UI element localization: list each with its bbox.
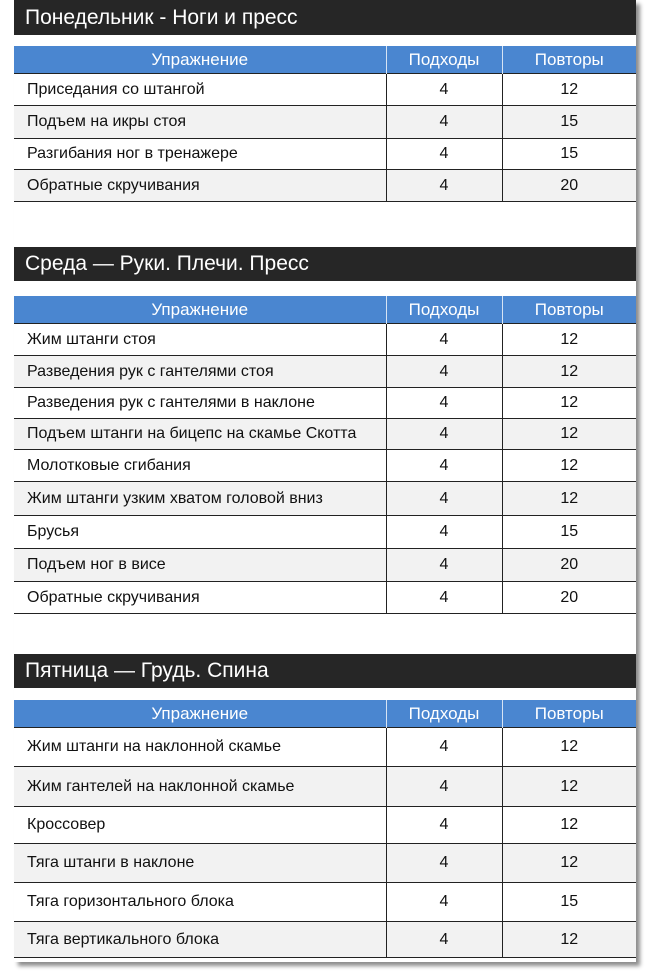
exercise-table <box>14 46 636 202</box>
reps-cell: 12 <box>502 844 636 883</box>
reps-cell: 20 <box>502 170 636 202</box>
table-row <box>14 356 636 388</box>
column-header-reps: Повторы <box>502 700 636 728</box>
table-row <box>14 549 636 582</box>
sets-cell: 4 <box>386 807 502 844</box>
sets-cell: 4 <box>386 74 502 106</box>
sets-cell: 4 <box>386 170 502 202</box>
sets-cell: 4 <box>386 767 502 807</box>
sets-cell: 4 <box>386 419 502 450</box>
column-header-sets: Подходы <box>386 700 502 728</box>
exercise-cell: Тяга штанги в наклоне <box>14 844 386 883</box>
sets-cell: 4 <box>386 549 502 582</box>
column-header-sets: Подходы <box>386 46 502 74</box>
sets-cell: 4 <box>386 922 502 958</box>
exercise-cell: Разведения рук с гантелями стоя <box>14 356 386 388</box>
reps-cell: 12 <box>502 388 636 419</box>
sets-cell: 4 <box>386 482 502 516</box>
exercise-cell: Жим штанги на наклонной скамье <box>14 728 386 767</box>
table-header-row <box>14 296 636 324</box>
table-row <box>14 516 636 549</box>
reps-cell: 15 <box>502 139 636 170</box>
sets-cell: 4 <box>386 582 502 614</box>
exercise-cell: Разгибания ног в тренажере <box>14 139 386 170</box>
exercise-cell: Разведения рук с гантелями в наклоне <box>14 388 386 419</box>
table-row <box>14 844 636 883</box>
table-row <box>14 139 636 170</box>
exercise-cell: Подъем ног в висе <box>14 549 386 582</box>
sets-cell: 4 <box>386 388 502 419</box>
table-header-row <box>14 700 636 728</box>
column-header-reps: Повторы <box>502 46 636 74</box>
exercise-cell: Молотковые сгибания <box>14 450 386 482</box>
section-title: Среда — Руки. Плечи. Пресс <box>14 247 636 281</box>
reps-cell: 12 <box>502 74 636 106</box>
sets-cell: 4 <box>386 324 502 356</box>
reps-cell: 12 <box>502 728 636 767</box>
exercise-cell: Приседания со штангой <box>14 74 386 106</box>
table-row <box>14 106 636 139</box>
table-row <box>14 419 636 450</box>
column-header-exercise: Упражнение <box>14 700 386 728</box>
table-row <box>14 582 636 614</box>
table-row <box>14 324 636 356</box>
sets-cell: 4 <box>386 883 502 922</box>
exercise-cell: Подъем штанги на бицепс на скамье Скотта <box>14 419 386 450</box>
exercise-cell: Кроссовер <box>14 807 386 844</box>
column-header-sets: Подходы <box>386 296 502 324</box>
reps-cell: 12 <box>502 419 636 450</box>
exercise-cell: Тяга вертикального блока <box>14 922 386 958</box>
sets-cell: 4 <box>386 139 502 170</box>
sets-cell: 4 <box>386 106 502 139</box>
reps-cell: 12 <box>502 324 636 356</box>
exercise-table <box>14 296 636 614</box>
table-row <box>14 883 636 922</box>
reps-cell: 15 <box>502 883 636 922</box>
sets-cell: 4 <box>386 516 502 549</box>
exercise-cell: Жим штанги стоя <box>14 324 386 356</box>
reps-cell: 12 <box>502 356 636 388</box>
table-row <box>14 482 636 516</box>
exercise-table <box>14 700 636 958</box>
table-row <box>14 728 636 767</box>
reps-cell: 12 <box>502 922 636 958</box>
reps-cell: 20 <box>502 549 636 582</box>
workout-sheet <box>14 0 636 962</box>
table-row <box>14 922 636 958</box>
column-header-reps: Повторы <box>502 296 636 324</box>
reps-cell: 20 <box>502 582 636 614</box>
exercise-cell: Жим штанги узким хватом головой вниз <box>14 482 386 516</box>
exercise-cell: Обратные скручивания <box>14 582 386 614</box>
exercise-cell: Жим гантелей на наклонной скамье <box>14 767 386 807</box>
table-row <box>14 450 636 482</box>
table-row <box>14 74 636 106</box>
section-monday <box>14 0 636 194</box>
table-row <box>14 388 636 419</box>
exercise-cell: Тяга горизонтального блока <box>14 883 386 922</box>
reps-cell: 12 <box>502 450 636 482</box>
section-wednesday <box>14 247 636 606</box>
sets-cell: 4 <box>386 728 502 767</box>
reps-cell: 15 <box>502 516 636 549</box>
exercise-cell: Подъем на икры стоя <box>14 106 386 139</box>
table-row <box>14 767 636 807</box>
exercise-cell: Брусья <box>14 516 386 549</box>
table-row <box>14 807 636 844</box>
section-title: Пятница — Грудь. Спина <box>14 654 636 688</box>
sets-cell: 4 <box>386 844 502 883</box>
table-header-row <box>14 46 636 74</box>
sets-cell: 4 <box>386 356 502 388</box>
sets-cell: 4 <box>386 450 502 482</box>
section-friday <box>14 654 636 948</box>
reps-cell: 12 <box>502 482 636 516</box>
reps-cell: 12 <box>502 767 636 807</box>
column-header-exercise: Упражнение <box>14 296 386 324</box>
reps-cell: 12 <box>502 807 636 844</box>
reps-cell: 15 <box>502 106 636 139</box>
column-header-exercise: Упражнение <box>14 46 386 74</box>
exercise-cell: Обратные скручивания <box>14 170 386 202</box>
table-row <box>14 170 636 202</box>
section-title: Понедельник - Ноги и пресс <box>14 0 636 35</box>
